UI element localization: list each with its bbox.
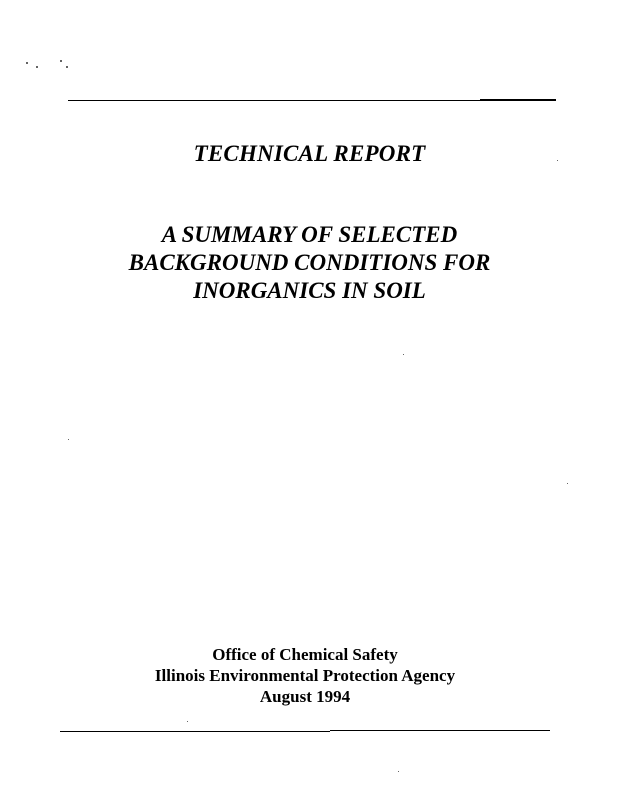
office-name: Office of Chemical Safety [212,645,398,664]
scan-speck [68,439,69,440]
bottom-divider [60,731,330,732]
report-title [0,221,619,305]
scan-speck [403,354,404,355]
scan-speck [66,66,68,68]
scan-speck [60,60,62,62]
scan-speck [36,66,38,68]
publisher-block [0,644,610,707]
scan-speck [398,771,399,772]
publication-date: August 1994 [259,687,351,706]
scan-speck [26,62,28,64]
top-divider [68,100,480,101]
title-line: INORGANICS IN SOIL [193,278,426,303]
title-line: A SUMMARY OF SELECTED [161,222,458,247]
agency-name: Illinois Environmental Protection Agency [154,666,456,685]
scan-speck [187,721,188,722]
top-divider-accent [480,99,556,101]
bottom-divider-accent [330,730,550,731]
title-line: BACKGROUND CONDITIONS FOR [128,250,491,275]
report-label: TECHNICAL REPORT [193,141,426,166]
scan-speck [567,483,568,484]
